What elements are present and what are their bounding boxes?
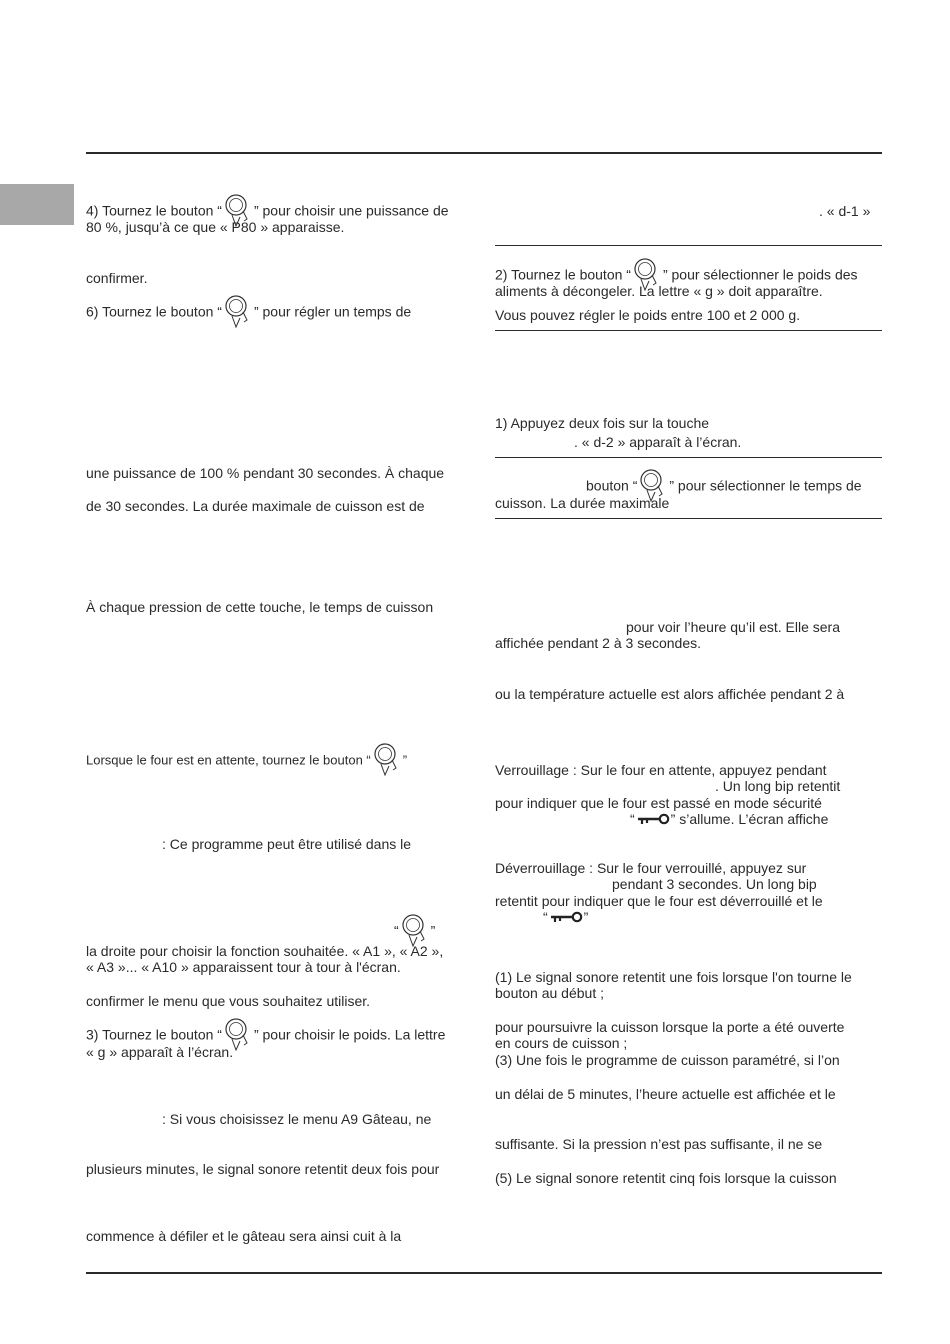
section-tab <box>0 184 74 225</box>
left-line-2: 80 %, jusqu’à ce que « P80 » apparaisse. <box>86 219 345 235</box>
right-line-10: affichée pendant 2 à 3 secondes. <box>495 635 702 651</box>
right-line-22: pour poursuivre la cuisson lorsque la porte a été ouverte <box>495 1019 845 1035</box>
right-line-19: “ ” <box>543 909 589 925</box>
right-line-5: 1) Appuyez deux fois sur la touche <box>495 415 710 431</box>
right-divider-4 <box>495 518 882 519</box>
right-line-6: . « d-2 » apparaît à l’écran. <box>574 434 742 450</box>
right-line-1: . « d-1 » <box>819 203 871 219</box>
bottom-rule <box>86 1272 882 1274</box>
right-line-17: pendant 3 secondes. Un long bip <box>612 876 817 892</box>
right-line-18: retentit pour indiquer que le four est déverrouillé et le <box>495 893 823 909</box>
right-line-11: ou la température actuelle est alors affichée pendant 2 à <box>495 686 845 702</box>
right-divider-1 <box>495 245 882 246</box>
left-line-6: de 30 secondes. La durée maximale de cuisson est de <box>86 498 425 514</box>
left-line-12: « A3 »... « A10 » apparaissent tour à tour à l'écran. <box>86 959 401 975</box>
right-line-16: Déverrouillage : Sur le four verrouillé, appuyez sur <box>495 860 807 876</box>
left-line-10: “ ” <box>394 913 435 951</box>
dial-icon <box>372 742 402 780</box>
left-line-1: 4) Tournez le bouton “ ” pour choisir une puissance de <box>86 193 449 231</box>
left-line-11: la droite pour choisir la fonction souhaitée. « A1 », « A2 », <box>86 943 444 959</box>
right-divider-3 <box>495 457 882 458</box>
right-line-7: bouton “ ” pour sélectionner le temps de <box>586 468 862 506</box>
right-line-23: en cours de cuisson ; <box>495 1035 628 1051</box>
left-line-13: confirmer le menu que vous souhaitez utiliser. <box>86 993 371 1009</box>
right-divider-2 <box>495 330 882 331</box>
left-line-4: 6) Tournez le bouton “ ” pour régler un temps de <box>86 294 411 332</box>
left-line-5: une puissance de 100 % pendant 30 secondes. À chaque <box>86 465 445 481</box>
right-line-13: . Un long bip retentit <box>715 778 841 794</box>
right-line-2: 2) Tournez le bouton “ ” pour sélectionner le poids des <box>495 257 858 295</box>
left-line-14: 3) Tournez le bouton “ ” pour choisir le poids. La lettre <box>86 1017 445 1055</box>
left-line-16: : Si vous choisissez le menu A9 Gâteau, ne <box>162 1111 432 1127</box>
dial-icon <box>223 294 253 332</box>
right-line-8: cuisson. La durée maximale <box>495 495 670 511</box>
left-line-15: « g » apparaît à l’écran. <box>86 1044 234 1060</box>
key-lock-icon <box>549 910 583 927</box>
right-line-3: aliments à décongeler. La lettre « g » doit apparaître. <box>495 283 823 299</box>
right-line-15: “ ” s’allume. L’écran affiche <box>630 811 829 827</box>
left-line-7: À chaque pression de cette touche, le temps de cuisson <box>86 599 434 615</box>
right-line-12: Verrouillage : Sur le four en attente, appuyez pendant <box>495 762 827 778</box>
right-line-27: (5) Le signal sonore retentit cinq fois lorsque la cuisson <box>495 1170 837 1186</box>
left-line-8: Lorsque le four est en attente, tournez le bouton “ ” <box>86 742 407 780</box>
left-line-9: : Ce programme peut être utilisé dans le <box>162 836 412 852</box>
right-line-26: suffisante. Si la pression n’est pas suffisante, il ne se <box>495 1136 823 1152</box>
right-line-4: Vous pouvez régler le poids entre 100 et 2 000 g. <box>495 307 801 323</box>
key-lock-icon <box>636 812 670 829</box>
top-rule <box>86 152 882 154</box>
right-line-20: (1) Le signal sonore retentit une fois lorsque l'on tourne le <box>495 969 852 985</box>
right-line-9: pour voir l’heure qu’il est. Elle sera <box>626 619 840 635</box>
left-line-18: commence à défiler et le gâteau sera ainsi cuit à la <box>86 1228 402 1244</box>
right-line-25: un délai de 5 minutes, l’heure actuelle est affichée et le <box>495 1086 836 1102</box>
left-line-3: confirmer. <box>86 270 148 286</box>
right-line-24: (3) Une fois le programme de cuisson paramétré, si l’on <box>495 1052 840 1068</box>
left-line-17: plusieurs minutes, le signal sonore retentit deux fois pour <box>86 1161 440 1177</box>
right-line-21: bouton au début ; <box>495 985 604 1001</box>
right-line-14: pour indiquer que le four est passé en mode sécurité <box>495 795 822 811</box>
